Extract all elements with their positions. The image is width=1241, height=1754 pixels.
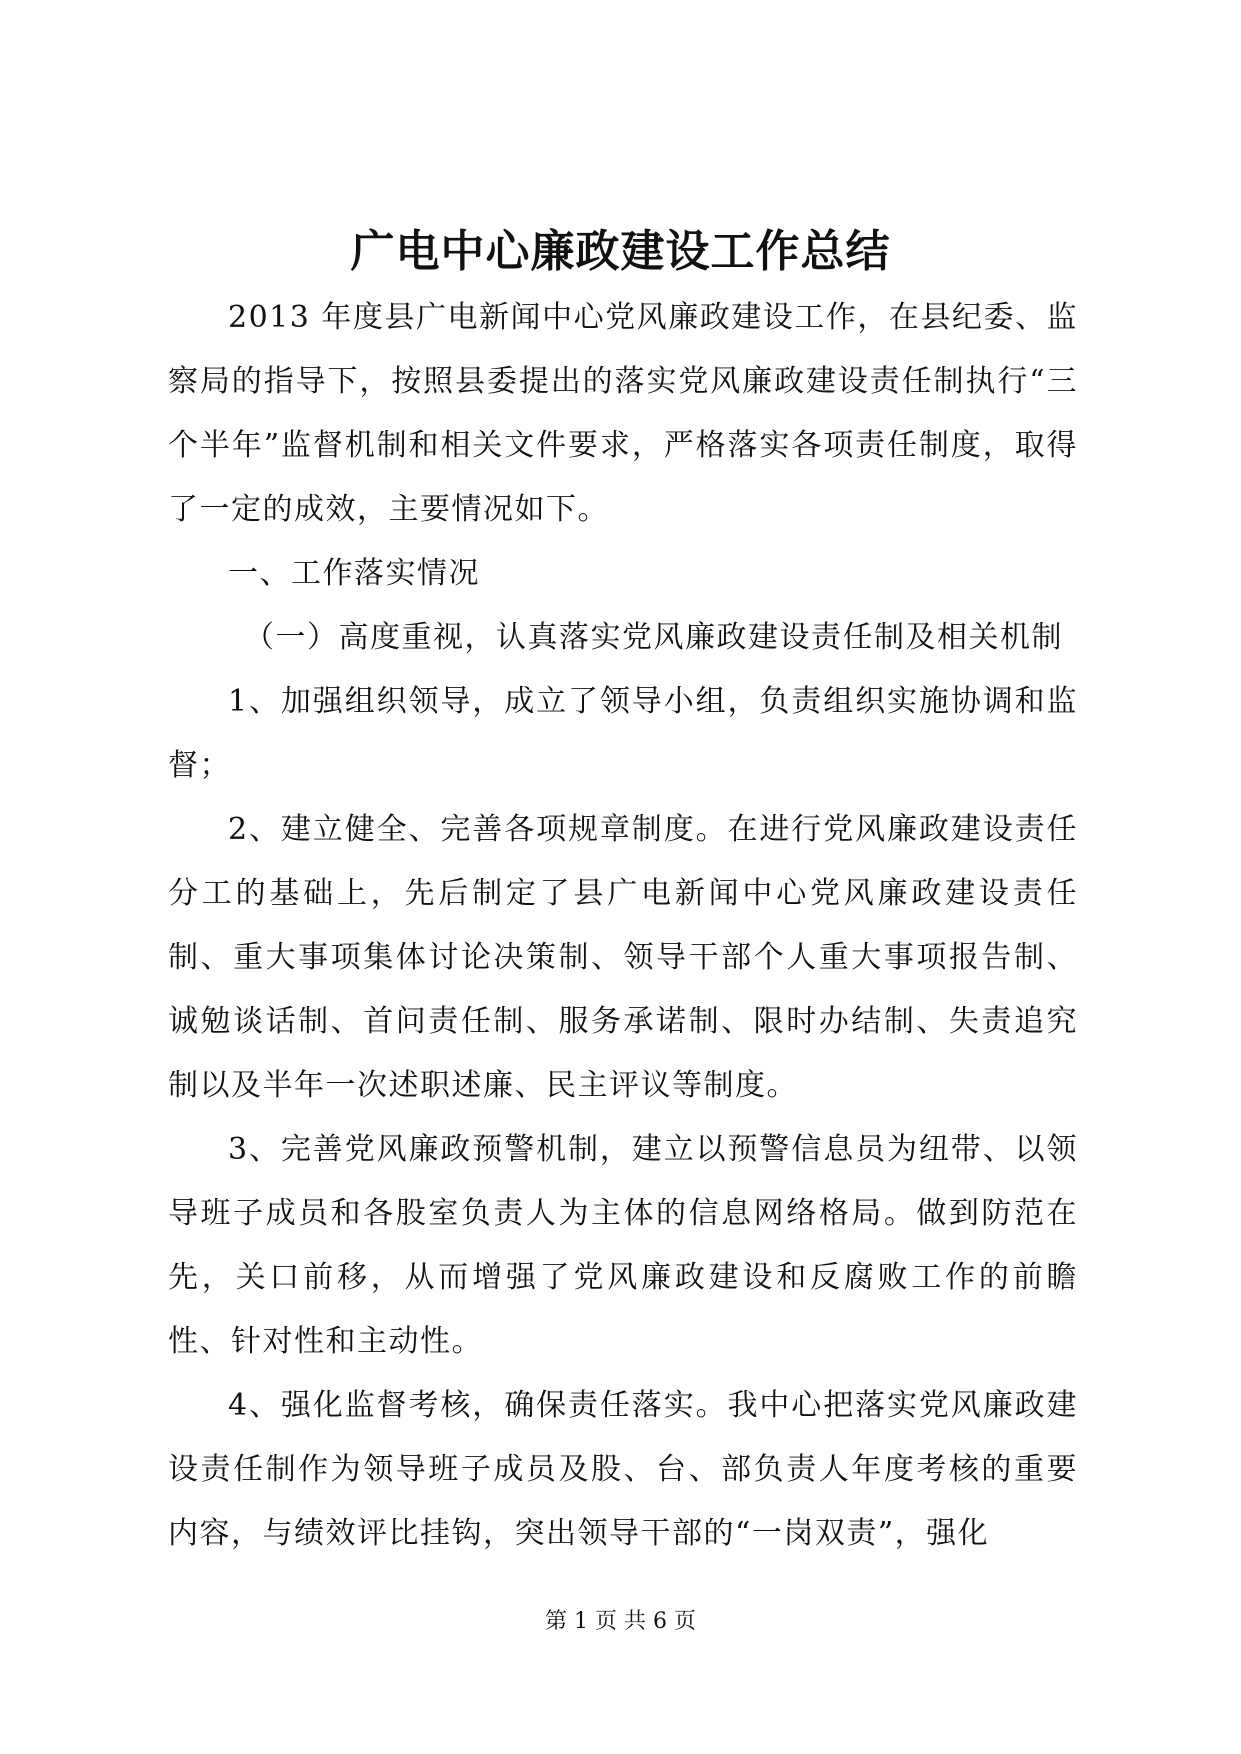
document-title: 广电中心廉政建设工作总结 — [350, 226, 891, 277]
paragraph-intro: 2013 年度县广电新闻中心党风廉政建设工作，在县纪委、监察局的指导下，按照县委提出的落实党风廉政建设责任制执行“三个半年”监督机制和相关文件要求，严格落实各项责任制度，取得了一定的成效，主要情况如下。 — [168, 300, 1078, 527]
paragraph-item-2: 2、建立健全、完善各项规章制度。在进行党风廉政建设责任分工的基础上，先后制定了县广电新闻中心党风廉政建设责任制、重大事项集体讨论决策制、领导干部个人重大事项报告制、诚勉谈话制、首问责任制、服务承诺制、限时办结制、失责追究制以及半年一次述职述廉、民主评议等制度。 — [168, 812, 1078, 1103]
paragraph-item-4: 4、强化监督考核，确保责任落实。我中心把落实党风廉政建设责任制作为领导班子成员及股、台、部负责人年度考核的重要内容，与绩效评比挂钩，突出领导干部的“一岗双责”，强化 — [168, 1388, 1078, 1551]
page-footer: 第 1 页 共 6 页 — [545, 1609, 696, 1634]
paragraph-item-3: 3、完善党风廉政预警机制，建立以预警信息员为纽带、以领导班子成员和各股室负责人为主体的信息网络格局。做到防范在先，关口前移，从而增强了党风廉政建设和反腐败工作的前瞻性、针对性和主动性。 — [168, 1132, 1078, 1359]
document-body — [168, 286, 1078, 1566]
subsection-heading: （一）高度重视，认真落实党风廉政建设责任制及相关机制 — [244, 620, 1063, 655]
section-heading: 一、工作落实情况 — [228, 556, 480, 591]
paragraph-item-1: 1、加强组织领导，成立了领导小组，负责组织实施协调和监督； — [168, 684, 1078, 783]
